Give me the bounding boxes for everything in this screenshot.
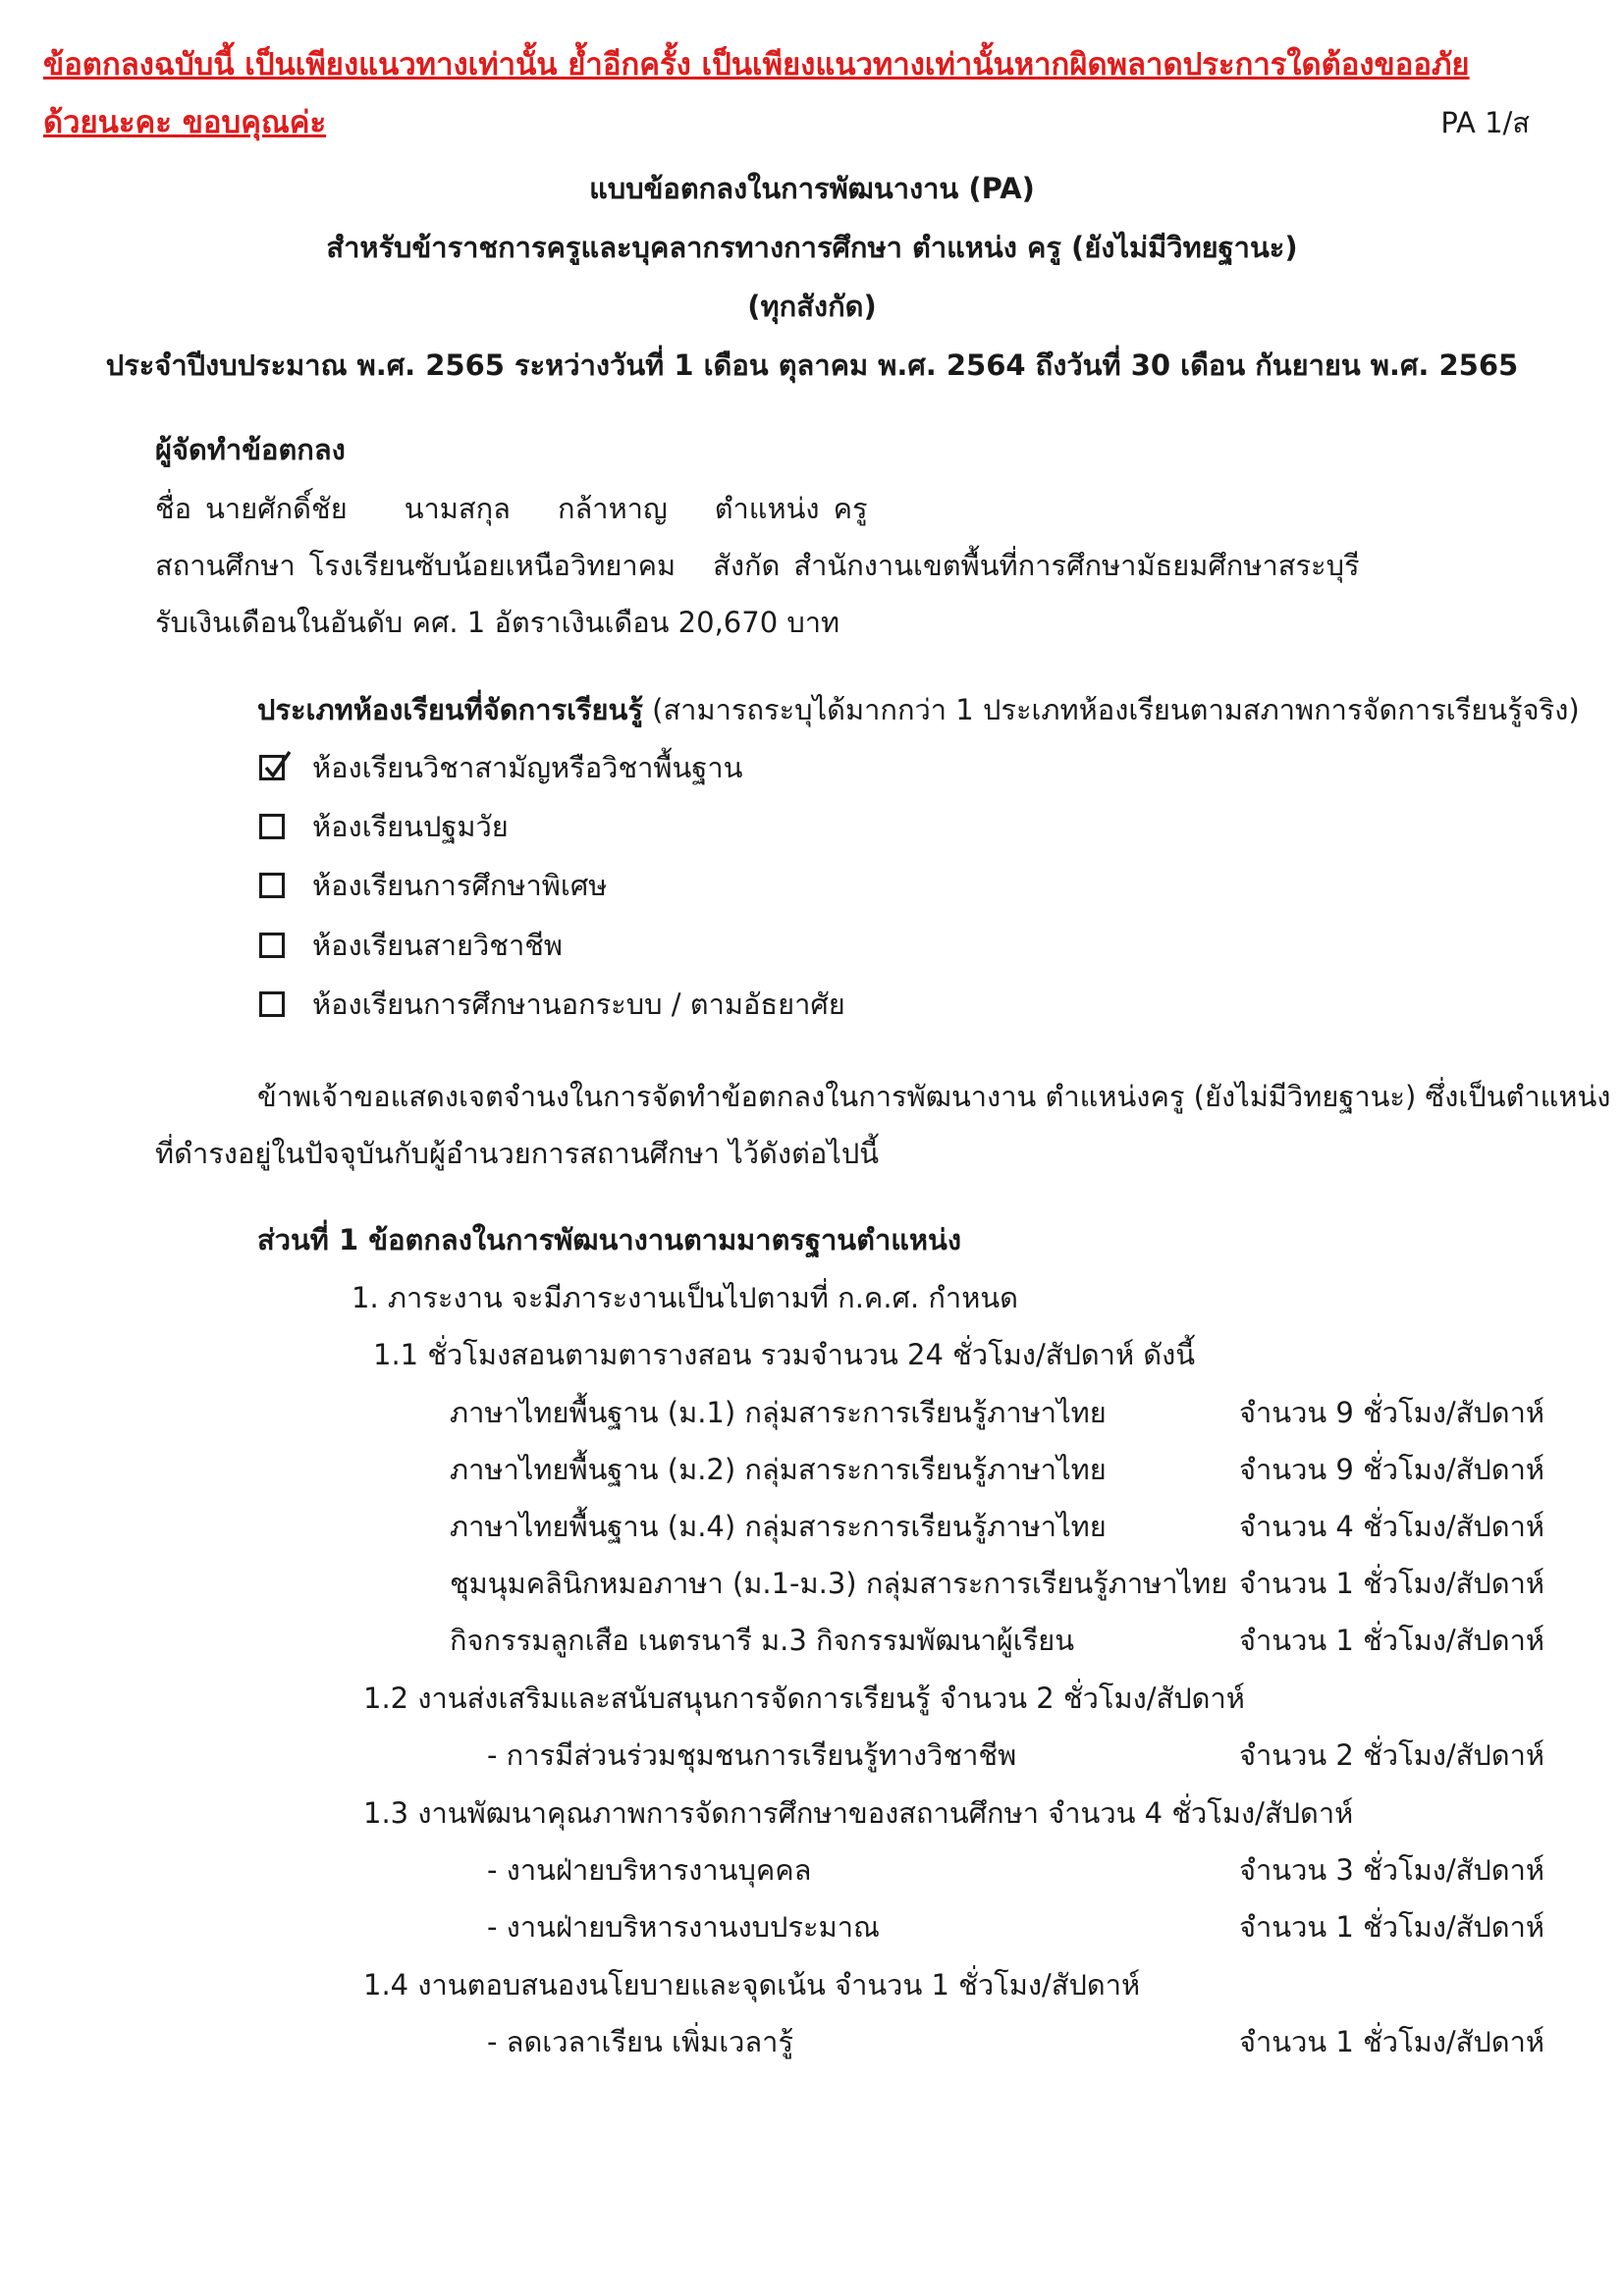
classroom-option-label: ห้องเรียนการศึกษานอกระบบ / ตามอัธยาศัย: [312, 988, 845, 1021]
checkbox-vocational[interactable]: [259, 933, 285, 958]
item-amount: จำนวน 1 ชั่วโมง/สัปดาห์: [1239, 1910, 1545, 1944]
item-amount: จำนวน 1 ชั่วโมง/สัปดาห์: [1239, 1624, 1545, 1657]
position-value: ครู: [833, 492, 868, 525]
position-label: ตำแหน่ง: [714, 492, 820, 525]
classroom-heading: ประเภทห้องเรียนที่จัดการเรียนรู้: [257, 693, 643, 726]
school-value: โรงเรียนซับน้อยเหนือวิทยาคม: [308, 549, 677, 582]
classroom-option-label: ห้องเรียนการศึกษาพิเศษ: [312, 869, 608, 902]
checkmark-icon: [260, 748, 294, 781]
item-text: - การมีส่วนร่วมชุมชนการเรียนรู้ทางวิชาชีพ: [487, 1738, 1017, 1772]
item-text: - ลดเวลาเรียน เพิ่มเวลารู้: [487, 2025, 794, 2058]
intent-line-1: ข้าพเจ้าขอแสดงเจตจำนงในการจัดทำข้อตกลงในการพัฒนางาน ตำแหน่งครู (ยังไม่มีวิทยฐานะ) ซึ่งเป็นตำแหน่ง: [257, 1080, 1611, 1113]
form-subtitle: สำหรับข้าราชการครูและบุคลากรทางการศึกษา ตำแหน่ง ครู (ยังไม่มีวิทยฐานะ): [326, 231, 1298, 264]
fiscal-period: ประจำปีงบประมาณ พ.ศ. 2565 ระหว่างวันที่ 1 เดือน ตุลาคม พ.ศ. 2564 ถึงวันที่ 30 เดือน กันยายน พ.ศ. 2565: [105, 348, 1519, 382]
checkbox-special-education[interactable]: [259, 873, 285, 898]
checkbox-non-formal[interactable]: [259, 991, 285, 1017]
disclaimer-line-1: ข้อตกลงฉบับนี้ เป็นเพียงแนวทางเท่านั้น ย้ำอีกครั้ง เป็นเพียงแนวทางเท่านั้นหากผิดพลาดประการใดต้องขออภัย: [43, 47, 1470, 82]
form-scope: (ทุกสังกัด): [747, 290, 877, 323]
checkbox-general[interactable]: [259, 755, 285, 780]
item-amount: จำนวน 1 ชั่วโมง/สัปดาห์: [1239, 1567, 1545, 1600]
classroom-option-label: ห้องเรียนวิชาสามัญหรือวิชาพื้นฐาน: [312, 751, 743, 784]
classroom-heading-row: [257, 690, 1580, 729]
maker-name-row: [155, 489, 868, 528]
disclaimer-line-2: ด้วยนะคะ ขอบคุณค่ะ: [43, 105, 327, 140]
name-value: นายศักดิ์ชัย: [205, 492, 348, 525]
section-1-3: 1.3 งานพัฒนาคุณภาพการจัดการศึกษาของสถานศึกษา จำนวน 4 ชั่วโมง/สัปดาห์: [363, 1796, 1354, 1830]
item-text: ภาษาไทยพื้นฐาน (ม.1) กลุ่มสาระการเรียนรู้ภาษาไทย: [450, 1396, 1107, 1429]
item-amount: จำนวน 4 ชั่วโมง/สัปดาห์: [1239, 1510, 1545, 1543]
item-text: - งานฝ่ายบริหารงานบุคคล: [487, 1853, 812, 1887]
item-text: ภาษาไทยพื้นฐาน (ม.2) กลุ่มสาระการเรียนรู้ภาษาไทย: [450, 1453, 1107, 1486]
affiliation-label: สังกัด: [713, 549, 781, 582]
school-label: สถานศึกษา: [155, 549, 296, 582]
workload-line: 1. ภาระงาน จะมีภาระงานเป็นไปตามที่ ก.ค.ศ. กำหนด: [352, 1281, 1018, 1314]
salary-line: รับเงินเดือนในอันดับ คศ. 1 อัตราเงินเดือน 20,670 บาท: [155, 606, 840, 639]
item-amount: จำนวน 3 ชั่วโมง/สัปดาห์: [1239, 1853, 1545, 1887]
section-1-1: 1.1 ชั่วโมงสอนตามตารางสอน รวมจำนวน 24 ชั่วโมง/สัปดาห์ ดังนี้: [373, 1338, 1196, 1371]
item-text: กิจกรรมลูกเสือ เนตรนารี ม.3 กิจกรรมพัฒนาผู้เรียน: [450, 1624, 1075, 1657]
part1-heading: ส่วนที่ 1 ข้อตกลงในการพัฒนางานตามมาตรฐานตำแหน่ง: [257, 1223, 962, 1256]
section-1-4: 1.4 งานตอบสนองนโยบายและจุดเน้น จำนวน 1 ชั่วโมง/สัปดาห์: [363, 1968, 1141, 2002]
surname-value: กล้าหาญ: [557, 492, 668, 525]
name-label: ชื่อ: [155, 492, 192, 525]
form-title: แบบข้อตกลงในการพัฒนางาน (PA): [589, 172, 1035, 205]
item-amount: จำนวน 9 ชั่วโมง/สัปดาห์: [1239, 1453, 1545, 1486]
classroom-note: (สามารถระบุได้มากกว่า 1 ประเภทห้องเรียนตามสภาพการจัดการเรียนรู้จริง): [652, 693, 1580, 726]
item-text: ภาษาไทยพื้นฐาน (ม.4) กลุ่มสาระการเรียนรู้ภาษาไทย: [450, 1510, 1107, 1543]
maker-school-row: [155, 546, 1360, 585]
classroom-option-label: ห้องเรียนสายวิชาชีพ: [312, 929, 564, 962]
affiliation-value: สำนักงานเขตพื้นที่การศึกษามัธยมศึกษาสระบุรี: [793, 549, 1360, 582]
item-amount: จำนวน 1 ชั่วโมง/สัปดาห์: [1239, 2025, 1545, 2058]
classroom-option-label: ห้องเรียนปฐมวัย: [312, 810, 509, 843]
intent-line-2: ที่ดำรงอยู่ในปัจจุบันกับผู้อำนวยการสถานศึกษา ไว้ดังต่อไปนี้: [155, 1137, 880, 1170]
maker-heading: ผู้จัดทำข้อตกลง: [155, 433, 346, 466]
item-text: ชุมนุมคลินิกหมอภาษา (ม.1-ม.3) กลุ่มสาระการเรียนรู้ภาษาไทย: [450, 1567, 1228, 1600]
form-code: PA 1/ส: [1440, 106, 1530, 139]
item-amount: จำนวน 2 ชั่วโมง/สัปดาห์: [1239, 1738, 1545, 1772]
section-1-2: 1.2 งานส่งเสริมและสนับสนุนการจัดการเรียนรู้ จำนวน 2 ชั่วโมง/สัปดาห์: [363, 1682, 1245, 1715]
surname-label: นามสกุล: [404, 492, 511, 525]
item-amount: จำนวน 9 ชั่วโมง/สัปดาห์: [1239, 1396, 1545, 1429]
checkbox-early-childhood[interactable]: [259, 814, 285, 839]
item-text: - งานฝ่ายบริหารงานงบประมาณ: [487, 1910, 880, 1944]
